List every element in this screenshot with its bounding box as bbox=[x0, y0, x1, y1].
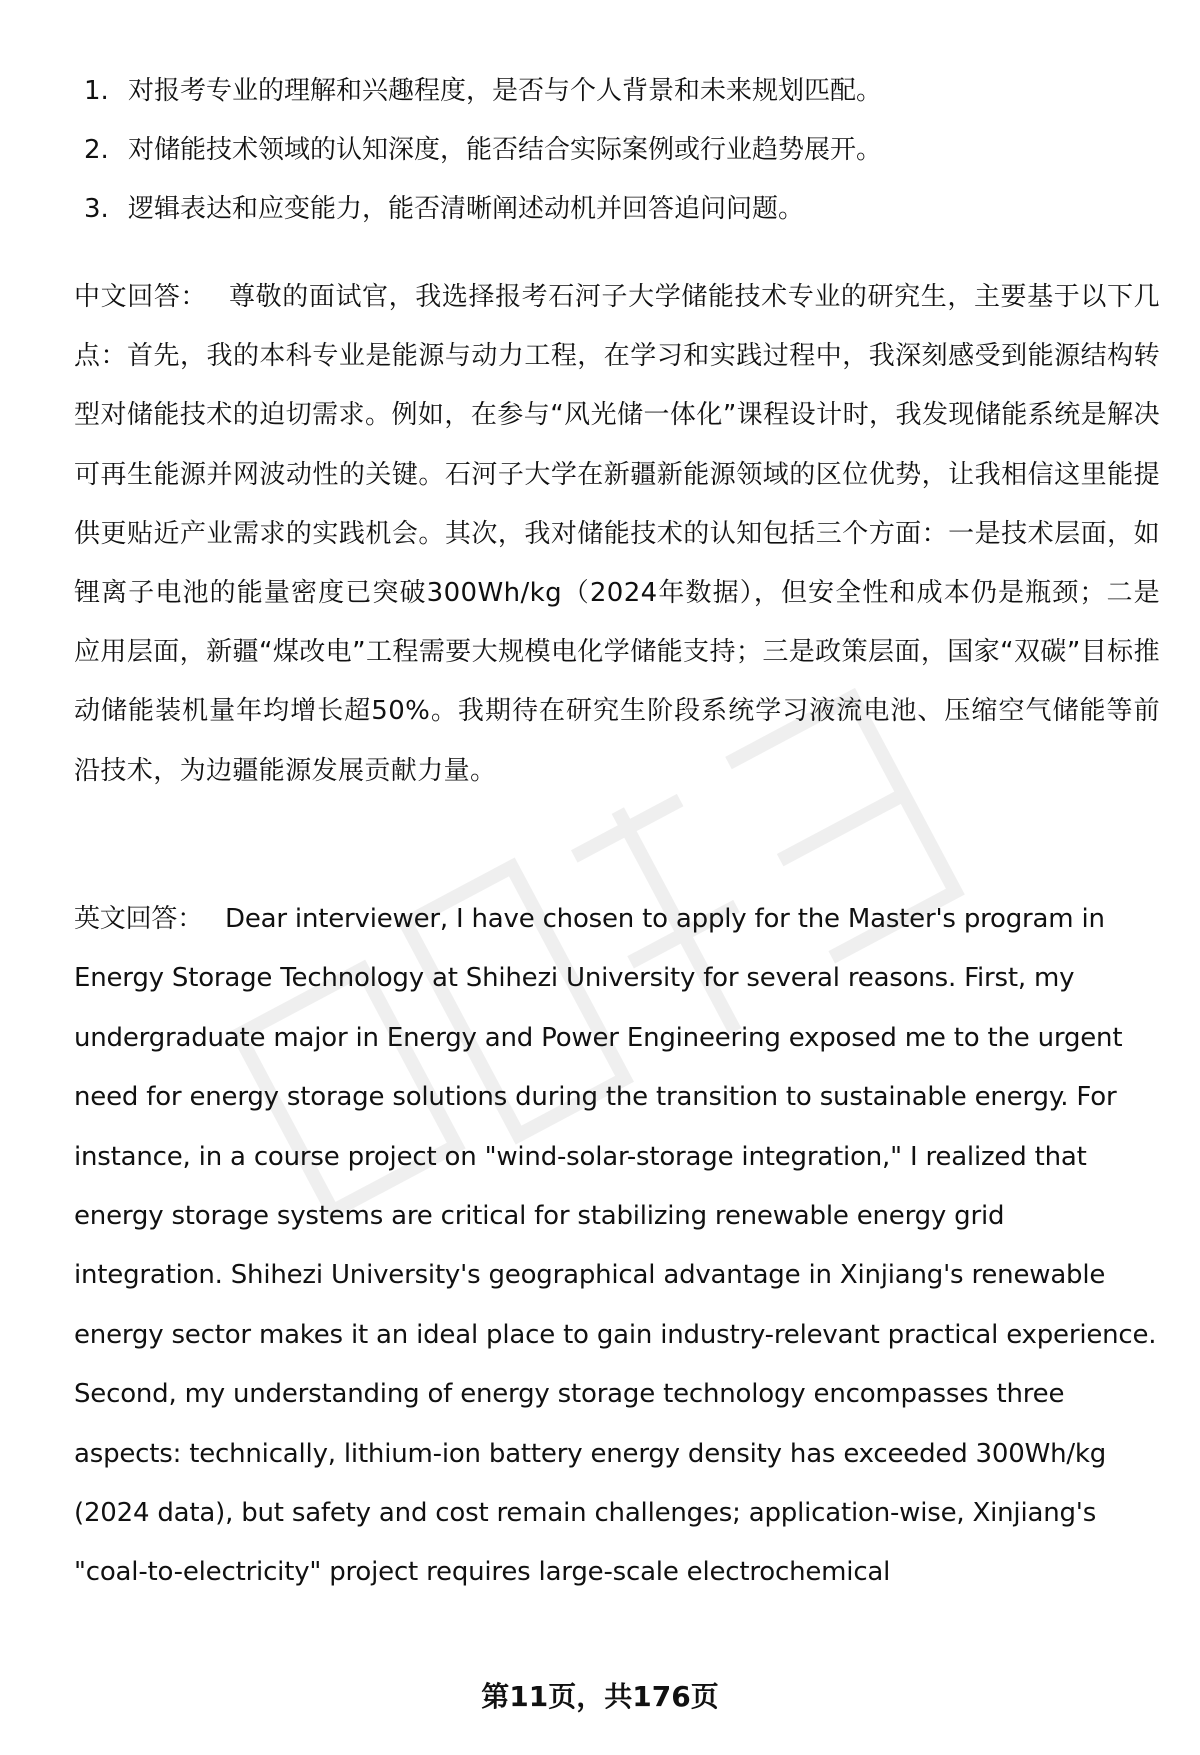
chinese-answer-paragraph bbox=[74, 268, 1160, 801]
criteria-number: 3. bbox=[84, 194, 109, 224]
criteria-number: 2. bbox=[84, 135, 109, 165]
english-answer-paragraph bbox=[74, 890, 1160, 1603]
criteria-item bbox=[84, 62, 1144, 121]
criteria-item bbox=[84, 180, 1144, 239]
evaluation-criteria-list bbox=[84, 62, 1144, 239]
english-answer-text: Dear interviewer, I have chosen to apply for the Master's program in Energy Storage Technology at Shihezi University for several reasons. First, my undergraduate major in Energy and Power Engineering exposed me to the urgent need for energy storage solutions during the transition to sustainable energy. For instance, in a course project on "wind-solar-storage integration," I realized that energy storage systems are critical for stabilizing renewable energy grid integration. Shihezi University's geographical advantage in Xinjiang's renewable energy sector makes it an ideal place to gain industry-relevant practical experience. Second, my understanding of energy storage technology encompasses three aspects: technically, lithium-ion battery energy density has exceeded 300Wh/kg (2024 data), but safety and cost remain challenges; application-wise, Xinjiang's "coal-to-electricity" project requires large-scale electrochemical bbox=[74, 904, 1157, 1588]
english-answer-label: 英文回答： bbox=[74, 904, 204, 934]
criteria-text: 对报考专业的理解和兴趣程度，是否与个人背景和未来规划匹配。 bbox=[128, 76, 883, 106]
criteria-text: 对储能技术领域的认知深度，能否结合实际案例或行业趋势展开。 bbox=[128, 135, 883, 165]
criteria-text: 逻辑表达和应变能力，能否清晰阐述动机并回答追问问题。 bbox=[128, 194, 805, 224]
chinese-answer-label: 中文回答： bbox=[74, 282, 208, 312]
criteria-item bbox=[84, 121, 1144, 180]
chinese-answer-text: 尊敬的面试官，我选择报考石河子大学储能技术专业的研究生，主要基于以下几点：首先，我的本科专业是能源与动力工程，在学习和实践过程中，我深刻感受到能源结构转型对储能技术的迫切需求。例如，在参与“风光储一体化”课程设计时，我发现储能系统是解决可再生能源并网波动性的关键。石河子大学在新疆新能源领域的区位优势，让我相信这里能提供更贴近产业需求的实践机会。其次，我对储能技术的认知包括三个方面：一是技术层面，如锂离子电池的能量密度已突破300Wh/kg（2024年数据），但安全性和成本仍是瓶颈；二是应用层面，新疆“煤改电”工程需要大规模电化学储能支持；三是政策层面，国家“双碳”目标推动储能装机量年均增长超50%。我期待在研究生阶段系统学习液流电池、压缩空气储能等前沿技术，为边疆能源发展贡献力量。 bbox=[74, 282, 1160, 786]
page-indicator: 第11页，共176页 bbox=[481, 1680, 719, 1713]
criteria-number: 1. bbox=[84, 76, 109, 106]
